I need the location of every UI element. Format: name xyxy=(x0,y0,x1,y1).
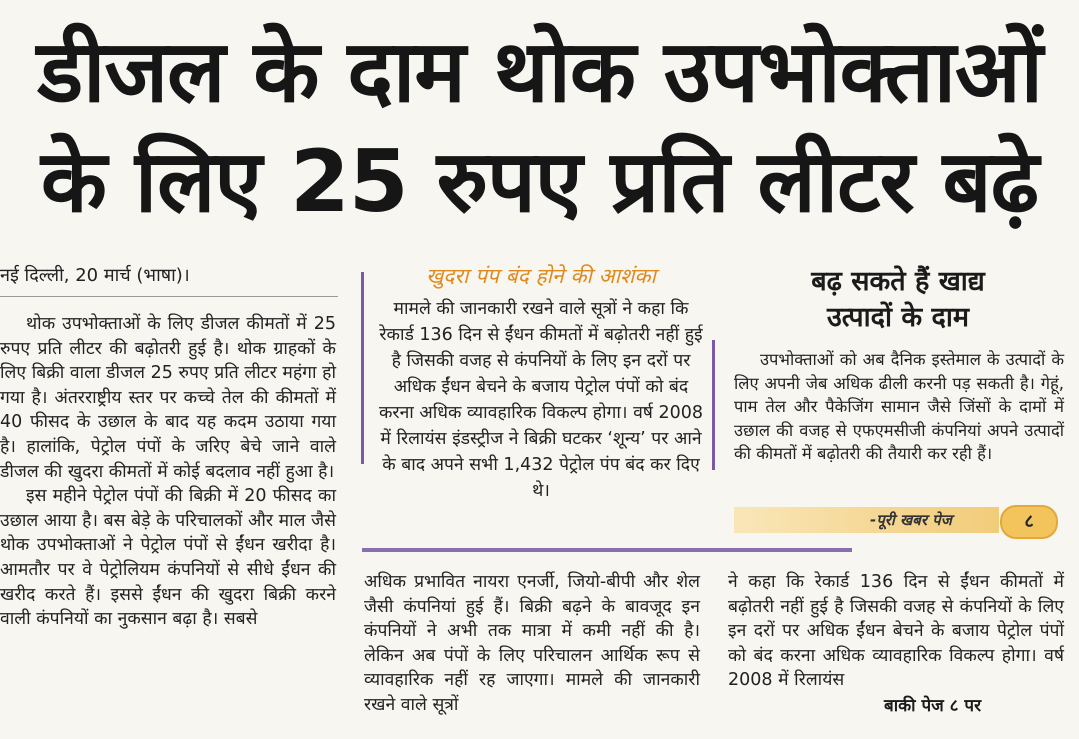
box-left-border xyxy=(361,272,364,464)
sidebar-title-line-1: बढ़ सकते हैं खाद्य xyxy=(811,266,985,297)
page-ref-number: ८ xyxy=(1024,511,1034,532)
column-2-paragraph: अधिक प्रभावित नायरा एनर्जी, जियो-बीपी और शेल जैसी कंपनियां हुई हैं। बिक्री बढ़ने के बावजूद इन कंपनियों ने अभी तक मात्रा में कमी नहीं की है। लेकिन अब पंपों के लिए परिचालन आर्थिक रूप से व्यावहारिक नहीं रह जाएगा। मामले की जानकारी रखने वाले सूत्रों xyxy=(364,572,700,715)
sidebar-title xyxy=(728,264,1068,336)
continued-on-page: बाकी पेज ८ पर xyxy=(878,694,981,718)
column-1-paragraph-1: थोक उपभोक्ताओं के लिए डीजल कीमतों में 25 रुपए प्रति लीटर की बढ़ोतरी हुई है। थोक ग्राहकों के लिए बिक्री वाला डीजल 25 रुपए प्रति लीटर महंगा हो गया है। अंतरराष्ट्रीय स्तर पर कच्चे तेल की कीमतों में 40 फीसद के उछाल के बाद यह कदम उठाया गया है। हालांकि, पेट्रोल पंपों के जरिए बेचे जाने वाले डीजल की खुदरा कीमतों में कोई बदलाव नहीं हुआ है। xyxy=(0,314,336,482)
box-kicker xyxy=(376,262,706,290)
headline-line-1: डीजल के दाम थोक उपभोक्ताओं xyxy=(37,22,1042,122)
box-text: मामले की जानकारी रखने वाले सूत्रों ने कहा कि रेकार्ड 136 दिन से ईंधन कीमतों में बढ़ोतरी नहीं हुई है जिसकी वजह से कंपनियों के लिए इन दरों पर अधिक ईंधन बेचने के बजाय पेट्रोल पंपों को बंद करना अधिक व्यावहारिक विकल्प होगा। वर्ष 2008 में रिलायंस इंडस्ट्रीज ने बिक्री घटकर ‘शून्य’ पर आने के बाद अपने सभी 1,432 पेट्रोल पंप बंद कर दिए थे। xyxy=(378,299,704,501)
box-bottom-border xyxy=(362,548,852,552)
sidebar-ref-strip xyxy=(734,507,999,533)
headline-line-2: के लिए 25 रुपए प्रति लीटर बढ़े xyxy=(40,132,1039,232)
column-1-text xyxy=(0,312,336,632)
box-kicker-text: खुदरा पंप बंद होने की आशंका xyxy=(426,264,656,288)
sidebar-ref-label: -पूरी खबर पेज xyxy=(870,511,952,529)
dateline-divider xyxy=(0,296,338,297)
column-2-text xyxy=(364,570,700,718)
box-right-border xyxy=(712,340,715,470)
column-3-text xyxy=(728,570,1064,693)
page-ref-badge xyxy=(1000,505,1058,539)
sidebar-paragraph: उपभोक्ताओं को अब दैनिक इस्तेमाल के उत्पादों के लिए अपनी जेब अधिक ढीली करनी पड़ सकती है। गेहूं, पाम तेल और पैकेजिंग सामान जैसे जिंसों के दामों में उछाल की वजह से एफएमसीजी कंपनियां अपने उत्पादों की कीमतों में बढ़ोतरी की तैयारी कर रही हैं। xyxy=(734,350,1064,463)
dateline: नई दिल्ली, 20 मार्च (भाषा)। xyxy=(0,265,190,286)
sidebar-text xyxy=(734,348,1064,466)
column-3-paragraph: ने कहा कि रेकार्ड 136 दिन से ईंधन कीमतों में बढ़ोतरी नहीं हुई है जिसकी वजह से कंपनियों के लिए इन दरों पर अधिक ईंधन बेचने के बजाय पेट्रोल पंपों को बंद करना अधिक व्यावहारिक विकल्प होगा। वर्ष 2008 में रिलायंस xyxy=(728,572,1064,691)
column-1-paragraph-2: इस महीने पेट्रोल पंपों की बिक्री में 20 फीसद का उछाल आया है। बस बेड़े के परिचालकों और माल जैसे थोक उपभोक्ताओं ने पेट्रोल पंपों से ईंधन खरीदा है। आमतौर पर वे पेट्रोलियम कंपनियों से सीधे ईंधन की खरीद करते हैं। इससे ईंधन की खुदरा बिक्री करने वाली कंपनियों का नुकसान बढ़ा है। सबसे xyxy=(0,486,336,630)
sidebar-title-line-2: उत्पादों के दाम xyxy=(827,302,969,333)
